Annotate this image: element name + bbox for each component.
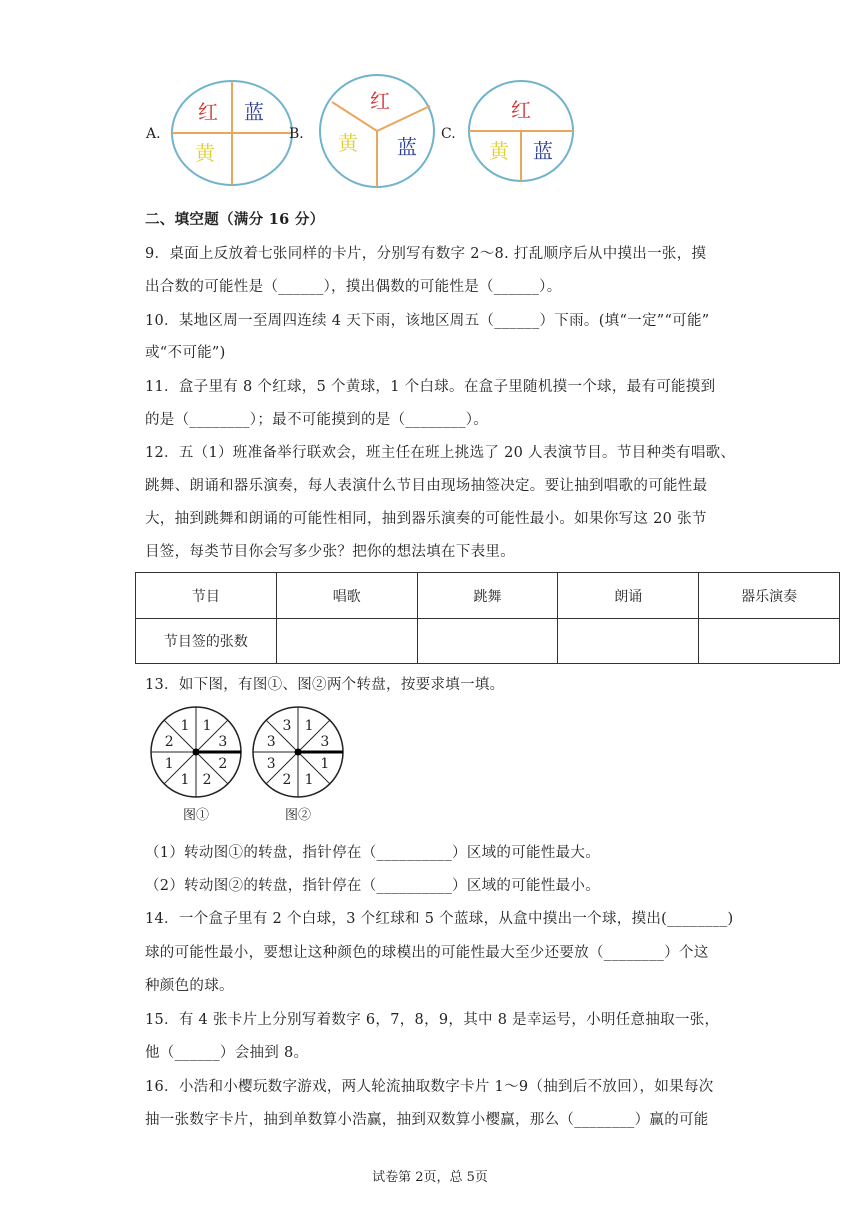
q16-line1: 16．小浩和小樱玩数字游戏，两人轮流抽取数字卡片 1～9（抽到后不放回），如果每次	[145, 1079, 714, 1095]
spinner-c-yellow-label: 黄	[489, 139, 509, 163]
table-header-cell: 朗诵	[558, 573, 699, 619]
spinner-2-sector-label: 3	[266, 756, 276, 773]
q12-line4: 目签，每类节目你会写多少张？把你的想法填在下表里。	[145, 544, 515, 560]
spinner-2-sector-label: 1	[304, 718, 314, 735]
q15-line2: 他（______）会抽到 8。	[145, 1045, 309, 1061]
q14-line3: 种颜色的球。	[145, 978, 234, 994]
spinner-b-yellow-label: 黄	[338, 131, 358, 155]
q14-line1: 14．一个盒子里有 2 个白球，3 个红球和 5 个蓝球，从盒中摸出一个球，摸出(________)	[145, 911, 734, 927]
spinner-option-a	[170, 80, 294, 190]
table-header-cell: 跳舞	[417, 573, 558, 619]
spinner-1-sector-label: 1	[164, 756, 174, 773]
spinner-2-sector-label: 1	[304, 771, 314, 788]
spinner-c-red-label: 红	[511, 98, 531, 122]
spinner-figure-2	[250, 705, 346, 801]
q15-line1: 15．有 4 张卡片上分别写着数字 6，7，8，9，其中 8 是幸运号，小明任意抽取一张，	[145, 1012, 720, 1028]
q12-line1: 12．五（1）班准备举行联欢会，班主任在班上挑选了 20 人表演节目。节目种类有唱歌、	[145, 445, 736, 461]
spinner-2-sector-label: 3	[266, 733, 276, 750]
option-a-label: A.	[146, 126, 161, 142]
q13-sub1: （1）转动图①的转盘，指针停在（__________）区域的可能性最大。	[145, 845, 601, 861]
table-header-row	[136, 573, 840, 619]
q12-line2: 跳舞、朗诵和器乐演奏，每人表演什么节目由现场抽签决定。要让抽到唱歌的可能性最	[145, 478, 708, 494]
table-header-cell: 器乐演奏	[699, 573, 840, 619]
option-c-label: C.	[441, 126, 456, 142]
spinner-c-blue-label: 蓝	[533, 139, 553, 163]
spinner-a-yellow-label: 黄	[195, 141, 215, 165]
figure-1-caption: 图①	[183, 808, 210, 823]
q13-sub2: （2）转动图②的转盘，指针停在（__________）区域的可能性最小。	[145, 878, 601, 894]
table-header-cell: 节目	[136, 573, 277, 619]
table-answer-cell[interactable]	[417, 619, 558, 664]
option-b-label: B.	[289, 126, 304, 142]
section-heading: 二、填空题（满分 16 分）	[145, 211, 325, 228]
spinner-1-sector-label: 3	[218, 733, 228, 750]
spinner-b-red-label: 红	[370, 89, 390, 113]
spinner-a-blue-label: 蓝	[244, 100, 264, 124]
spinner-1-sector-label: 2	[218, 756, 228, 773]
q11-line2: 的是（________）；最不可能摸到的是（________）。	[145, 412, 489, 428]
spinner-b-blue-label: 蓝	[397, 135, 417, 159]
spinner-1-sector-label: 1	[202, 718, 212, 735]
spinner-2-center-dot	[295, 749, 302, 756]
page-footer: 试卷第 2页，总 5页	[372, 1170, 488, 1185]
q10-line1: 10．某地区周一至周四连续 4 天下雨，该地区周五（______）下雨。(填“一定”“可能”	[145, 313, 710, 329]
q9-line2: 出合数的可能性是（______），摸出偶数的可能性是（______）。	[145, 279, 562, 295]
spinner-a-red-label: 红	[198, 100, 218, 124]
q11-line1: 11．盒子里有 8 个红球，5 个黄球，1 个白球。在盒子里随机摸一个球，最有可能摸到	[145, 379, 716, 395]
spinner-figure-1	[148, 705, 244, 801]
q16-line2: 抽一张数字卡片，抽到单数算小浩赢，抽到双数算小樱赢，那么（________）赢的可能	[145, 1112, 709, 1128]
q12-line3: 大，抽到跳舞和朗诵的可能性相同，抽到器乐演奏的可能性最小。如果你写这 20 张节	[145, 511, 707, 527]
q9-line1: 9．桌面上反放着七张同样的卡片，分别写有数字 2～8. 打乱顺序后从中摸出一张，摸	[145, 246, 707, 262]
spinner-option-b	[318, 74, 438, 190]
table-answer-cell[interactable]	[699, 619, 840, 664]
spinner-1-sector-label: 2	[202, 771, 212, 788]
spinner-2-sector-label: 2	[282, 771, 292, 788]
spinner-2-sector-label: 1	[320, 756, 330, 773]
q10-line2: 或“不可能”)	[145, 345, 226, 361]
table-row-label: 节目签的张数	[136, 619, 277, 664]
table-answer-cell[interactable]	[558, 619, 699, 664]
program-table	[135, 572, 840, 664]
table-row	[136, 619, 840, 664]
spinner-2-sector-label: 3	[320, 733, 330, 750]
table-header-cell: 唱歌	[276, 573, 417, 619]
spinner-1-sector-label: 2	[164, 733, 174, 750]
spinner-1-sector-label: 1	[180, 718, 190, 735]
spinner-2-sector-label: 3	[282, 718, 292, 735]
figure-2-caption: 图②	[285, 808, 312, 823]
q14-line2: 球的可能性最小，要想让这种颜色的球模出的可能性最大至少还要放（________）个这	[145, 945, 709, 961]
q13-line1: 13．如下图，有图①、图②两个转盘，按要求填一填。	[145, 677, 505, 693]
spinner-1-center-dot	[193, 749, 200, 756]
spinner-1-sector-label: 1	[180, 771, 190, 788]
table-answer-cell[interactable]	[276, 619, 417, 664]
spinner-option-c	[467, 80, 575, 184]
